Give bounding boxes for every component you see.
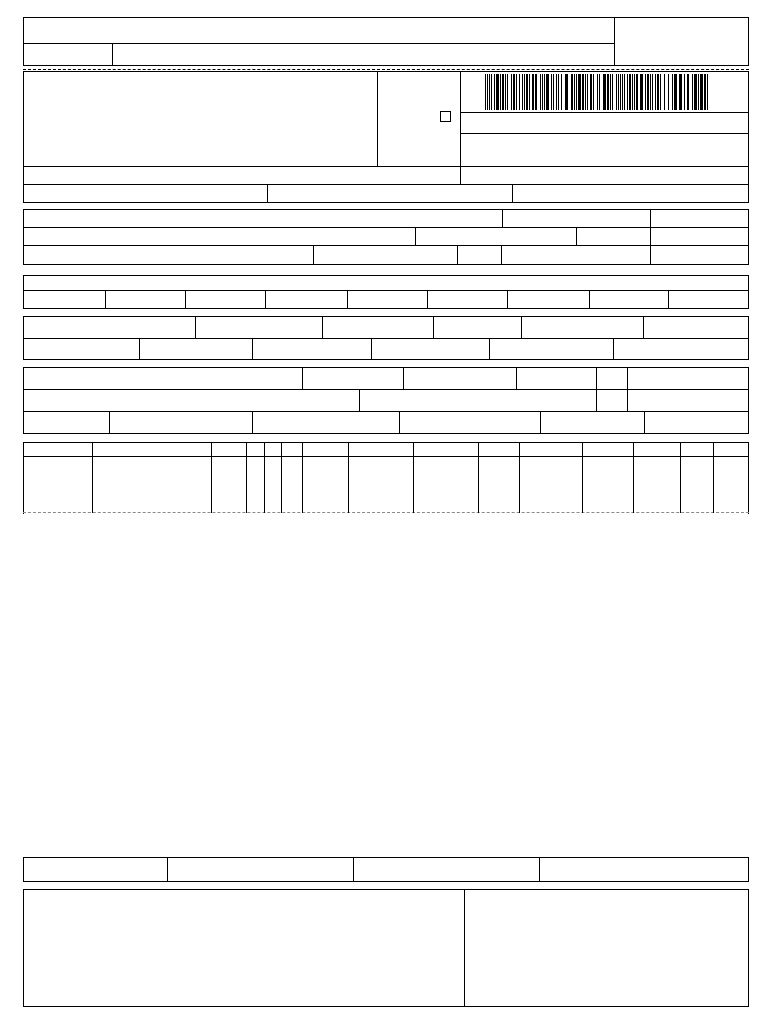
barcode-bar <box>647 74 649 110</box>
barcode-bar <box>700 74 703 110</box>
issqn-block <box>23 857 749 882</box>
barcode-bar <box>704 74 706 110</box>
ie-row-line <box>23 184 749 185</box>
barcode-bar <box>540 74 541 110</box>
barcode-bar <box>645 74 646 110</box>
products-col-2 <box>211 442 212 513</box>
barcode-bar <box>582 74 584 110</box>
ie-divider-2 <box>512 184 513 203</box>
barcode-bar <box>698 74 699 110</box>
barcode-bar <box>622 74 623 110</box>
barcode-bar <box>558 74 559 110</box>
tax-div-4 <box>521 316 522 338</box>
recipient-row-1 <box>23 227 749 228</box>
barcode-bar <box>485 74 486 110</box>
barcode-bar <box>657 74 659 110</box>
products-col-14 <box>713 442 714 513</box>
products-col-10 <box>519 442 520 513</box>
barcode-bar <box>535 74 537 110</box>
billing-div-5 <box>427 290 428 309</box>
nature-row-line <box>23 166 749 167</box>
access-key-line <box>460 133 749 134</box>
barcode-bar <box>585 74 586 110</box>
recipient-div-c <box>415 227 416 245</box>
barcode-icon <box>485 74 711 110</box>
barcode-bar <box>507 74 508 110</box>
products-col-4 <box>264 442 265 513</box>
barcode-bar <box>519 74 520 110</box>
transport-div-6 <box>359 389 360 411</box>
barcode-bar <box>618 74 619 110</box>
barcode-bar <box>692 74 693 110</box>
recipient-div-f <box>457 245 458 265</box>
barcode-bar <box>491 74 492 110</box>
products-col-11 <box>582 442 583 513</box>
tax-div-5 <box>643 316 644 338</box>
transport-div-10 <box>540 411 541 434</box>
barcode-bar <box>571 74 573 110</box>
barcode-bar <box>556 74 557 110</box>
barcode-bar <box>655 74 656 110</box>
recipient-div-b <box>650 209 651 265</box>
transport-div-1 <box>302 367 303 389</box>
barcode-bar <box>603 74 606 110</box>
transport-div-3 <box>516 367 517 389</box>
barcode-bar <box>546 74 549 110</box>
products-col-13 <box>680 442 681 513</box>
products-col-9 <box>478 442 479 513</box>
recipient-div-a <box>502 209 503 227</box>
barcode-bar <box>542 74 543 110</box>
entry-exit-checkbox[interactable] <box>440 111 451 122</box>
products-col-12 <box>633 442 634 513</box>
transport-div-11 <box>644 411 645 434</box>
barcode-bar <box>616 74 617 110</box>
billing-div-3 <box>265 290 266 309</box>
products-table <box>23 442 749 514</box>
receipt-divider <box>614 17 615 66</box>
issqn-div-3 <box>539 857 540 882</box>
transport-row-2 <box>23 411 749 412</box>
tax-div-1 <box>195 316 196 338</box>
billing-div-2 <box>185 290 186 309</box>
barcode-bar <box>500 74 501 110</box>
barcode-bar <box>487 74 488 110</box>
barcode-bar <box>610 74 611 110</box>
ie-divider-1 <box>267 184 268 203</box>
barcode-bar <box>524 74 525 110</box>
barcode-bar <box>565 74 568 110</box>
barcode-bar <box>593 74 594 110</box>
billing-div-1 <box>105 290 106 309</box>
barcode-bar <box>513 74 515 110</box>
products-col-8 <box>413 442 414 513</box>
barcode-graphic <box>485 74 711 110</box>
billing-div-8 <box>668 290 669 309</box>
transport-div-8 <box>252 411 253 434</box>
barcode-bar <box>684 74 685 110</box>
barcode-bar <box>597 74 598 110</box>
barcode-bar <box>668 74 669 110</box>
barcode-bar <box>578 74 581 110</box>
transport-div-5 <box>627 367 628 411</box>
cut-line <box>23 69 749 70</box>
issqn-div-2 <box>353 857 354 882</box>
tax-row <box>23 338 749 339</box>
tax-div-8 <box>371 338 372 360</box>
barcode-bar <box>529 74 530 110</box>
barcode-bar <box>620 74 621 110</box>
tax-div-2 <box>322 316 323 338</box>
barcode-bar <box>505 74 506 110</box>
transport-row-1 <box>23 389 749 390</box>
barcode-bar <box>590 74 592 110</box>
issqn-div-1 <box>167 857 168 882</box>
recipient-div-e <box>313 245 314 265</box>
products-col-3 <box>246 442 247 513</box>
barcode-bar <box>660 74 661 110</box>
transport-div-2 <box>403 367 404 389</box>
barcode-bar <box>634 74 635 110</box>
barcode-bar <box>561 74 562 110</box>
barcode-bar <box>553 74 554 110</box>
billing-row <box>23 290 749 291</box>
barcode-bar <box>679 74 682 110</box>
barcode-bottom-line <box>460 112 749 113</box>
barcode-bar <box>526 74 528 110</box>
tax-div-9 <box>489 338 490 360</box>
barcode-bar <box>632 74 633 110</box>
recipient-div-g <box>501 245 502 265</box>
barcode-bar <box>687 74 689 110</box>
barcode-bar <box>636 74 638 110</box>
barcode-bar <box>652 74 653 110</box>
barcode-bar <box>627 74 628 110</box>
products-bottom-dashed <box>23 512 749 513</box>
barcode-bar <box>612 74 613 110</box>
tax-div-6 <box>139 338 140 360</box>
transport-block <box>23 367 749 434</box>
recipient-row-2 <box>23 245 749 246</box>
receipt-cell-divider <box>112 43 113 66</box>
recipient-div-d <box>576 227 577 245</box>
transport-div-9 <box>399 411 400 434</box>
tax-div-3 <box>433 316 434 338</box>
products-col-5 <box>281 442 282 513</box>
products-col-6 <box>302 442 303 513</box>
billing-div-4 <box>347 290 348 309</box>
barcode-bar <box>511 74 512 110</box>
barcode-bar <box>629 74 631 110</box>
transport-div-4 <box>596 367 597 411</box>
barcode-bar <box>532 74 534 110</box>
products-header-line <box>23 456 749 457</box>
billing-div-7 <box>589 290 590 309</box>
barcode-bar <box>640 74 643 110</box>
barcode-bar <box>672 74 673 110</box>
barcode-bar <box>516 74 517 110</box>
barcode-bar <box>544 74 545 110</box>
barcode-bar <box>576 74 577 110</box>
tax-div-7 <box>252 338 253 360</box>
barcode-bar <box>574 74 575 110</box>
barcode-bar <box>607 74 609 110</box>
barcode-bar <box>551 74 552 110</box>
barcode-bar <box>496 74 499 110</box>
barcode-bar <box>502 74 504 110</box>
barcode-bar <box>674 74 677 110</box>
header-divider-emitter <box>377 71 378 166</box>
tax-div-10 <box>613 338 614 360</box>
billing-div-6 <box>507 290 508 309</box>
barcode-bar <box>522 74 523 110</box>
barcode-bar <box>624 74 625 110</box>
barcode-bar <box>587 74 588 110</box>
barcode-bar <box>489 74 490 110</box>
recipient-block <box>23 209 749 265</box>
barcode-bar <box>707 74 708 110</box>
barcode-bar <box>694 74 697 110</box>
transport-div-7 <box>109 411 110 434</box>
additional-info-block <box>23 889 749 1007</box>
products-col-1 <box>92 442 93 513</box>
products-col-7 <box>348 442 349 513</box>
barcode-bar <box>599 74 600 110</box>
billing-block <box>23 275 749 309</box>
barcode-bar <box>650 74 651 110</box>
additional-info-divider <box>464 889 465 1007</box>
receipt-strip <box>23 17 749 66</box>
header-divider-keys <box>460 71 461 184</box>
barcode-bar <box>664 74 665 110</box>
barcode-bar <box>494 74 495 110</box>
